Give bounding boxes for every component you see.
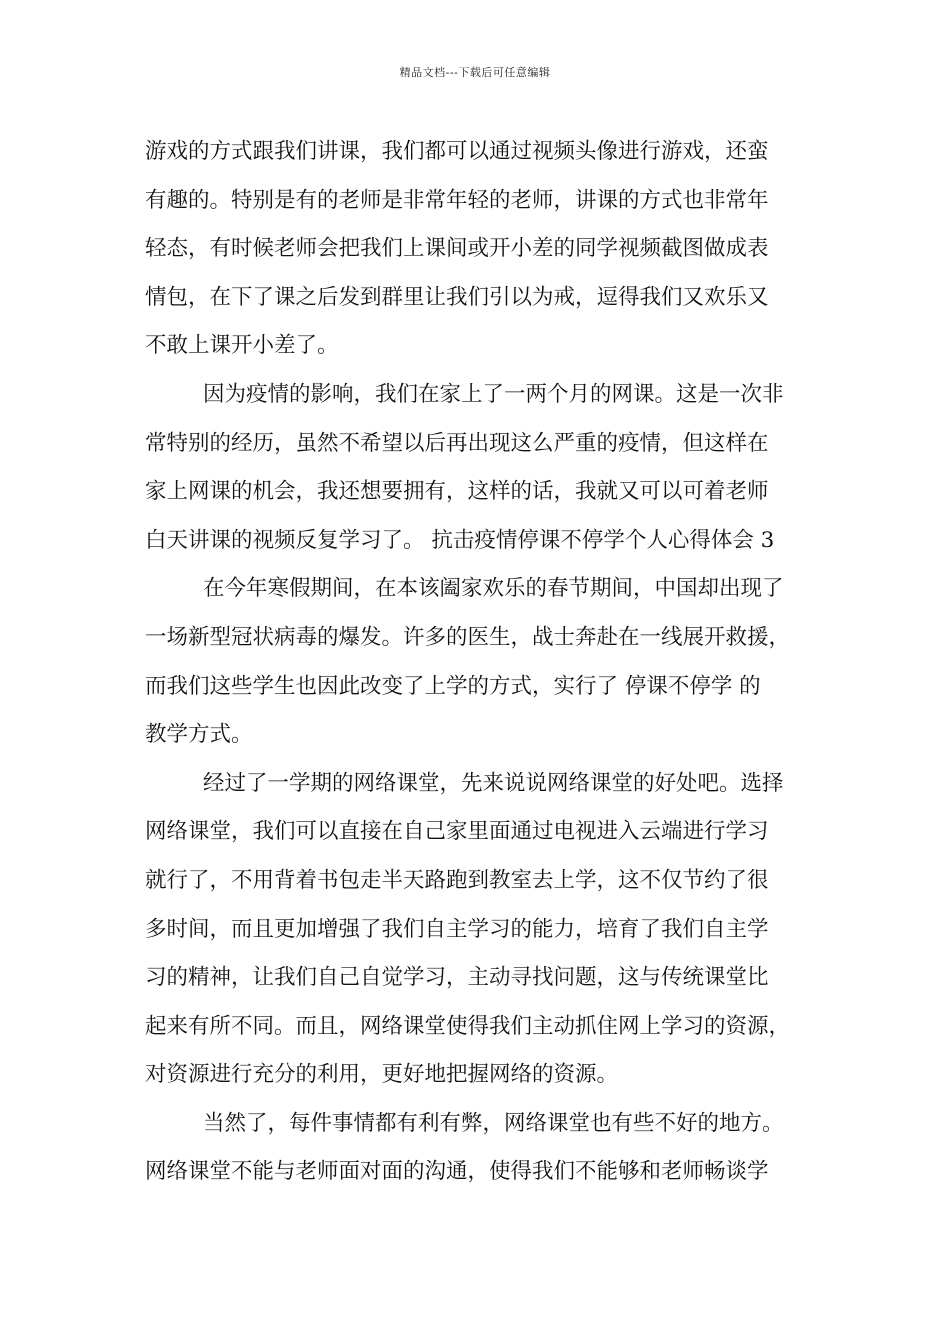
text-line: 网络课堂不能与老师面对面的沟通，使得我们不能够和老师畅谈学 (145, 1159, 769, 1185)
text-line: 有趣的。特别是有的老师是非常年轻的老师，讲课的方式也非常年 (145, 187, 769, 213)
text-line: 在今年寒假期间，在本该阖家欢乐的春节期间，中国却出现了 (203, 576, 784, 602)
text-line: 起来有所不同。而且，网络课堂使得我们主动抓住网上学习的资源， (145, 1013, 791, 1039)
paragraph-3 (145, 565, 825, 759)
text-line: 多时间，而且更加增强了我们自主学习的能力，培育了我们自主学 (145, 916, 769, 942)
paragraph-4 (145, 760, 825, 1100)
paragraph-2 (145, 371, 825, 565)
paragraph-5 (145, 1100, 825, 1197)
text-line: 因为疫情的影响，我们在家上了一两个月的网课。这是一次非 (203, 381, 784, 407)
document-body (145, 128, 825, 1197)
text-line: 不敢上课开小差了。 (145, 333, 339, 359)
text-line: 常特别的经历，虽然不希望以后再出现这么严重的疫情，但这样在 (145, 430, 769, 456)
text-line: 习的精神，让我们自己自觉学习，主动寻找问题，这与传统课堂比 (145, 965, 769, 991)
text-line: 游戏的方式跟我们讲课，我们都可以通过视频头像进行游戏，还蛮 (145, 139, 769, 164)
text-line: 经过了一学期的网络课堂，先来说说网络课堂的好处吧。选择 (203, 770, 784, 796)
text-line: 白天讲课的视频反复学习了。 抗击疫情停课不停学个人心得体会 3 (145, 527, 775, 553)
text-line: 对资源进行充分的利用，更好地把握网络的资源。 (145, 1062, 619, 1088)
text-line: 就行了，不用背着书包走半天路跑到教室去上学，这不仅节约了很 (145, 867, 769, 893)
text-line: 情包，在下了课之后发到群里让我们引以为戒，逗得我们又欢乐又 (145, 284, 769, 310)
page-header: 精品文档---下载后可任意编辑 (399, 66, 551, 79)
text-line: 一场新型冠状病毒的爆发。许多的医生，战士奔赴在一线展开救援， (145, 624, 791, 650)
paragraph-1 (145, 128, 825, 371)
text-line: 而我们这些学生也因此改变了上学的方式，实行了 停课不停学 的 (145, 673, 761, 699)
text-line: 教学方式。 (145, 722, 253, 748)
text-line: 轻态，有时候老师会把我们上课间或开小差的同学视频截图做成表 (145, 236, 769, 262)
text-line: 家上网课的机会，我还想要拥有，这样的话，我就又可以可着老师 (145, 479, 769, 505)
text-line: 网络课堂，我们可以直接在自己家里面通过电视进入云端进行学习 (145, 819, 769, 845)
text-line: 当然了，每件事情都有利有弊，网络课堂也有些不好的地方。 (203, 1110, 784, 1136)
